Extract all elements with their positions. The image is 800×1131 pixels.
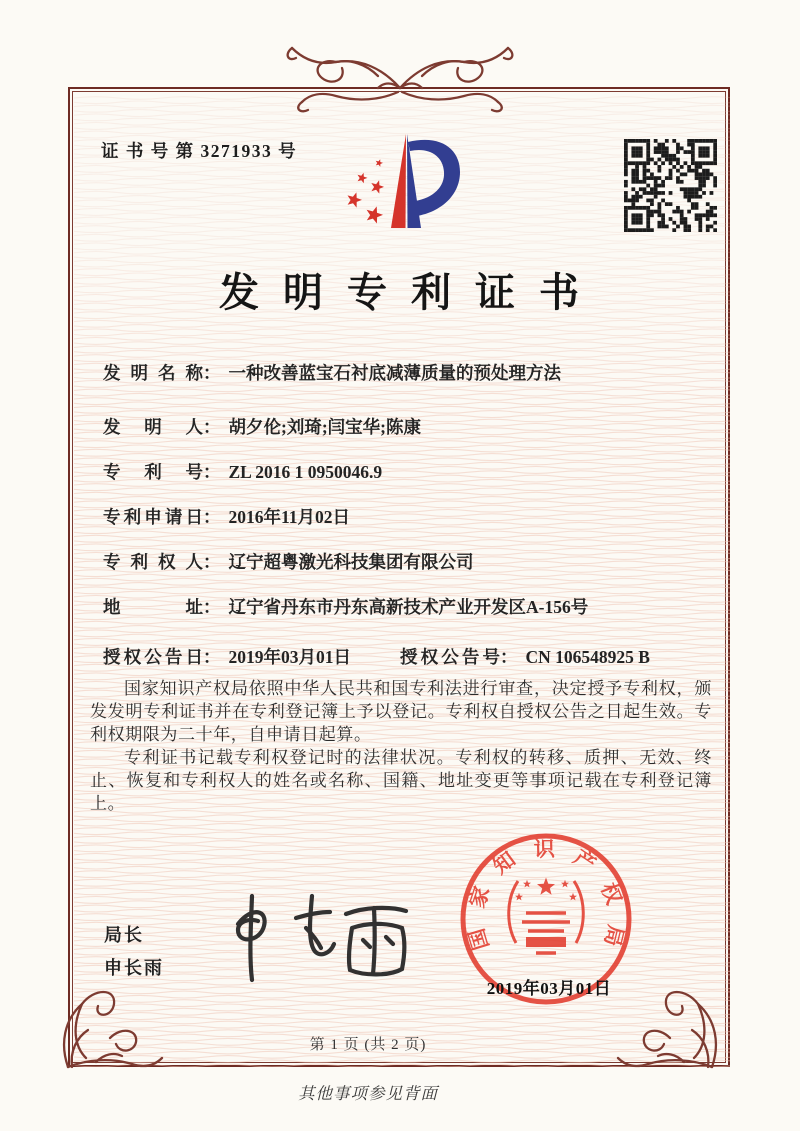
field-patentee — [103, 549, 715, 574]
legal-paragraph-1: 国家知识产权局依照中华人民共和国专利法进行审查，决定授予专利权，颁发发明专利证书并在专利登记簿上予以登记。专利权自授权公告之日起生效。专利权期限为二十年，自申请日起算。 — [90, 679, 712, 744]
grant-number-value: CN 106548925 B — [525, 647, 650, 667]
grant-date-label: 授权公告日 — [103, 647, 203, 667]
certificate-number: 证 书 号 第 3271933 号 — [101, 141, 298, 161]
field-address — [103, 594, 715, 619]
grant-date-value: 2019年03月01日 — [228, 647, 351, 667]
svg-text:国家知识产权局 — [464, 837, 628, 953]
field-invention-name — [103, 360, 715, 385]
field-colon: ： — [203, 552, 221, 572]
field-label: 专利权人 — [103, 552, 203, 572]
commissioner-name: 申长雨 — [104, 958, 164, 978]
page-number: 第 1 页 (共 2 页) — [309, 1037, 427, 1053]
logo-stars-icon — [348, 159, 385, 223]
cnipa-logo-icon — [332, 130, 480, 234]
field-filing-date — [103, 504, 715, 529]
field-label: 地址 — [103, 597, 203, 617]
seal-text: 国家知识产权局 — [464, 836, 629, 953]
field-colon: ： — [203, 462, 221, 482]
field-colon: ： — [203, 363, 221, 383]
field-label: 专利号 — [103, 462, 203, 482]
field-value: 辽宁省丹东市丹东高新技术产业开发区A-156号 — [228, 597, 589, 617]
field-label: 发明名称 — [103, 363, 203, 383]
national-emblem-icon — [509, 878, 584, 954]
field-value: 一种改善蓝宝石衬底减薄质量的预处理方法 — [228, 363, 561, 383]
field-inventors — [103, 414, 715, 439]
field-colon: ： — [500, 647, 518, 667]
field-value: 2016年11月02日 — [228, 507, 351, 527]
field-label: 发明人 — [103, 417, 203, 437]
field-colon: ： — [203, 507, 221, 527]
commissioner-title: 局长 — [104, 925, 144, 945]
field-value: 辽宁超粤激光科技集团有限公司 — [228, 552, 474, 572]
field-label: 专利申请日 — [103, 507, 203, 527]
grant-number-label: 授权公告号 — [400, 647, 500, 667]
certificate-title: 发明专利证书 — [219, 270, 603, 315]
field-value: ZL 2016 1 0950046.9 — [228, 462, 383, 482]
top-flourish-ornament-icon — [272, 44, 528, 114]
field-colon: ： — [203, 597, 221, 617]
field-grant-row — [103, 644, 715, 669]
legal-statement — [90, 677, 712, 815]
back-side-note: 其他事项参见背面 — [298, 1084, 438, 1103]
field-colon: ： — [203, 647, 221, 667]
grant-number-group — [400, 644, 650, 669]
seal-date: 2019年03月01日 — [486, 979, 612, 998]
legal-paragraph-2: 专利证书记载专利权登记时的法律状况。专利权的转移、质押、无效、终止、恢复和专利权人的姓名或名称、国籍、地址变更等事项记载在专利登记簿上。 — [90, 748, 712, 813]
handwritten-signature — [208, 884, 423, 992]
field-colon: ： — [203, 417, 221, 437]
field-value: 胡夕伦;刘琦;闫宝华;陈康 — [228, 417, 421, 437]
qr-code — [624, 139, 717, 232]
field-patent-number — [103, 459, 715, 484]
bottom-left-corner-ornament-icon — [52, 984, 166, 1078]
